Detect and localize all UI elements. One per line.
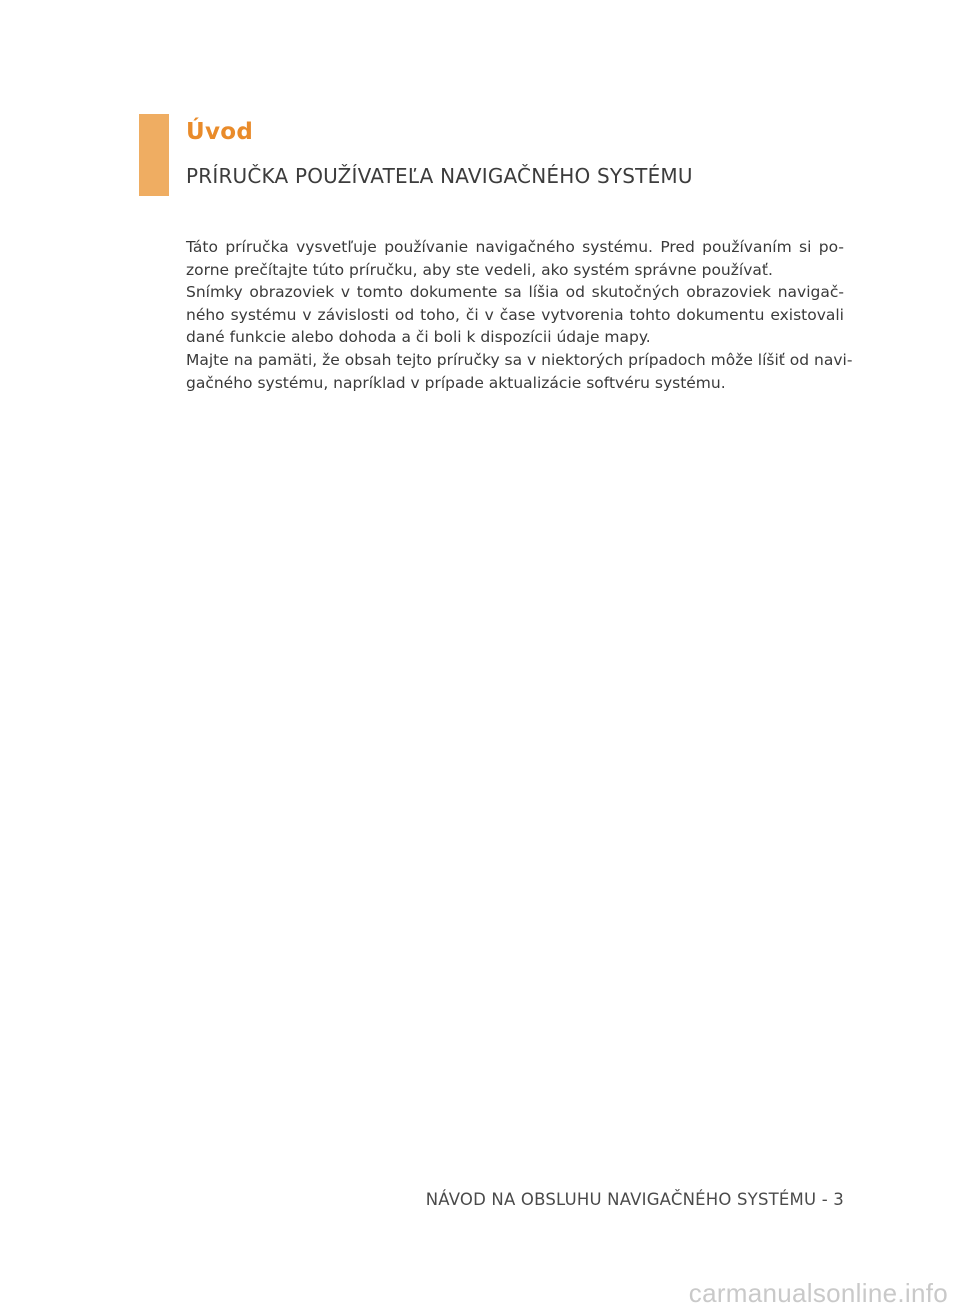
body-line: zorne prečítajte túto príručku, aby ste vedeli, ako systém správne používať. — [186, 260, 773, 279]
body-line: ného systému v závislosti od toho, či v čase vytvorenia tohto dokumentu existovali — [186, 305, 844, 324]
body-line: Snímky obrazoviek v tomto dokumente sa líšia od skutočných obrazoviek navigač- — [186, 283, 844, 302]
section-accent-bar — [139, 114, 169, 196]
body-paragraph — [186, 236, 853, 394]
page-footer: NÁVOD NA OBSLUHU NAVIGAČNÉHO SYSTÉMU - 3 — [425, 1190, 844, 1209]
section-title: Úvod — [186, 119, 254, 145]
document-title: PRÍRUČKA POUŽÍVATEĽA NAVIGAČNÉHO SYSTÉMU — [186, 164, 693, 188]
body-line: Majte na pamäti, že obsah tejto príručky sa v niektorých prípadoch môže líšiť od navi- — [186, 350, 853, 369]
body-line: gačného systému, napríklad v prípade aktualizácie softvéru systému. — [186, 373, 726, 392]
body-line: dané funkcie alebo dohoda a či boli k dispozícii údaje mapy. — [186, 328, 651, 347]
watermark: carmanualsonline.info — [688, 1278, 948, 1308]
body-line: Táto príručka vysvetľuje používanie navigačného systému. Pred používaním si po- — [186, 238, 844, 256]
